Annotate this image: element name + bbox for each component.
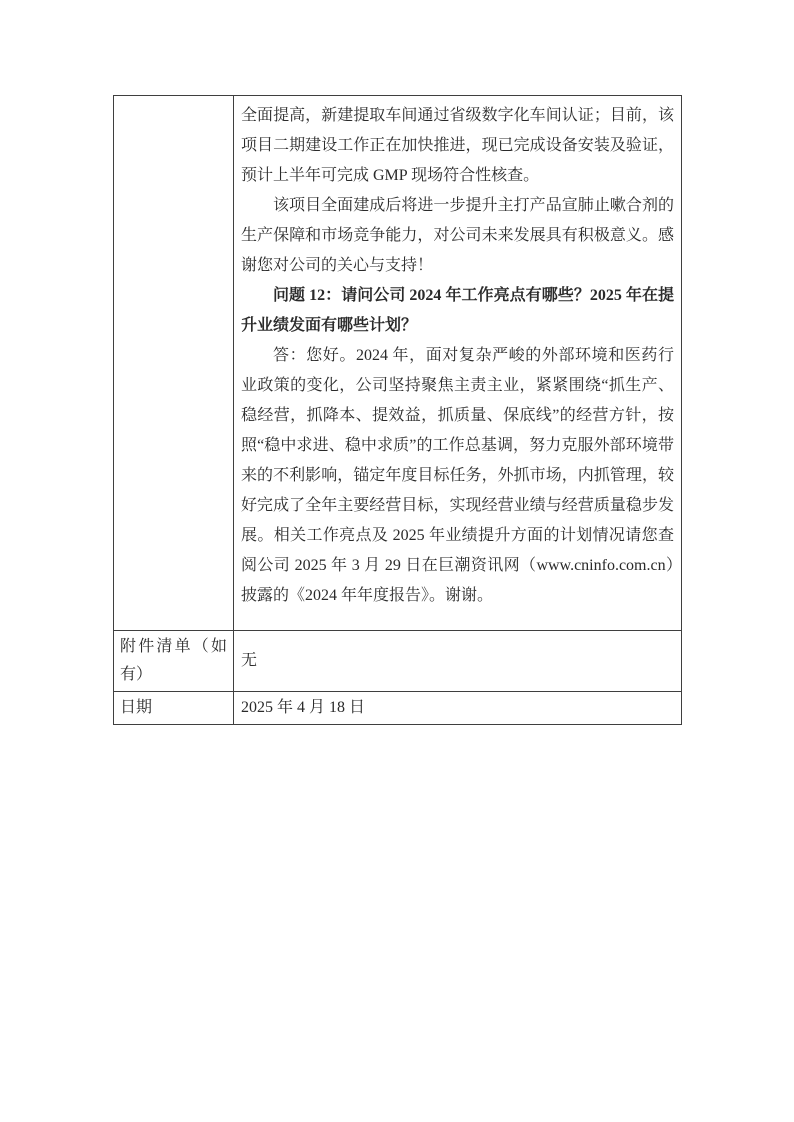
table-row-attachments xyxy=(114,631,682,692)
answer-content-cell xyxy=(234,96,682,631)
record-table xyxy=(113,95,682,725)
attachments-value: 无 xyxy=(234,631,682,692)
attachments-label: 附件清单（如有） xyxy=(114,631,234,692)
date-label: 日期 xyxy=(114,692,234,725)
answer-paragraph: 问题 12：请问公司 2024 年工作亮点有哪些？2025 年在提升业绩发面有哪些计划？ xyxy=(241,287,674,334)
table-row-date xyxy=(114,692,682,725)
answer-row-label-cell xyxy=(114,96,234,631)
answer-paragraph: 该项目全面建成后将进一步提升主打产品宣肺止嗽合剂的生产保障和市场竞争能力，对公司未来发展具有积极意义。感谢您对公司的关心与支持！ xyxy=(241,197,674,274)
answer-paragraph: 答：您好。2024 年，面对复杂严峻的外部环境和医药行业政策的变化，公司坚持聚焦主责主业，紧紧围绕“抓生产、稳经营，抓降本、提效益，抓质量、保底线”的经营方针，按照“稳中求进、稳中求质”的工作总基调，努力克服外部环境带来的不利影响，锚定年度目标任务，外抓市场，内抓管理，较好完成了全年主要经营目标，实现经营业绩与经营质量稳步发展。相关工作亮点及 2025 年业绩提升方面的计划情况请您查阅公司 2025 年 3 月 29 日在巨潮资讯网（www.cninfo.com.cn）披露的《2024 年年度报告》。谢谢。 xyxy=(241,347,674,604)
table-row-answer xyxy=(114,96,682,631)
answer-paragraph: 全面提高，新建提取车间通过省级数字化车间认证；目前，该项目二期建设工作正在加快推进，现已完成设备安装及验证，预计上半年可完成 GMP 现场符合性核查。 xyxy=(241,107,674,184)
date-value: 2025 年 4 月 18 日 xyxy=(234,692,682,725)
